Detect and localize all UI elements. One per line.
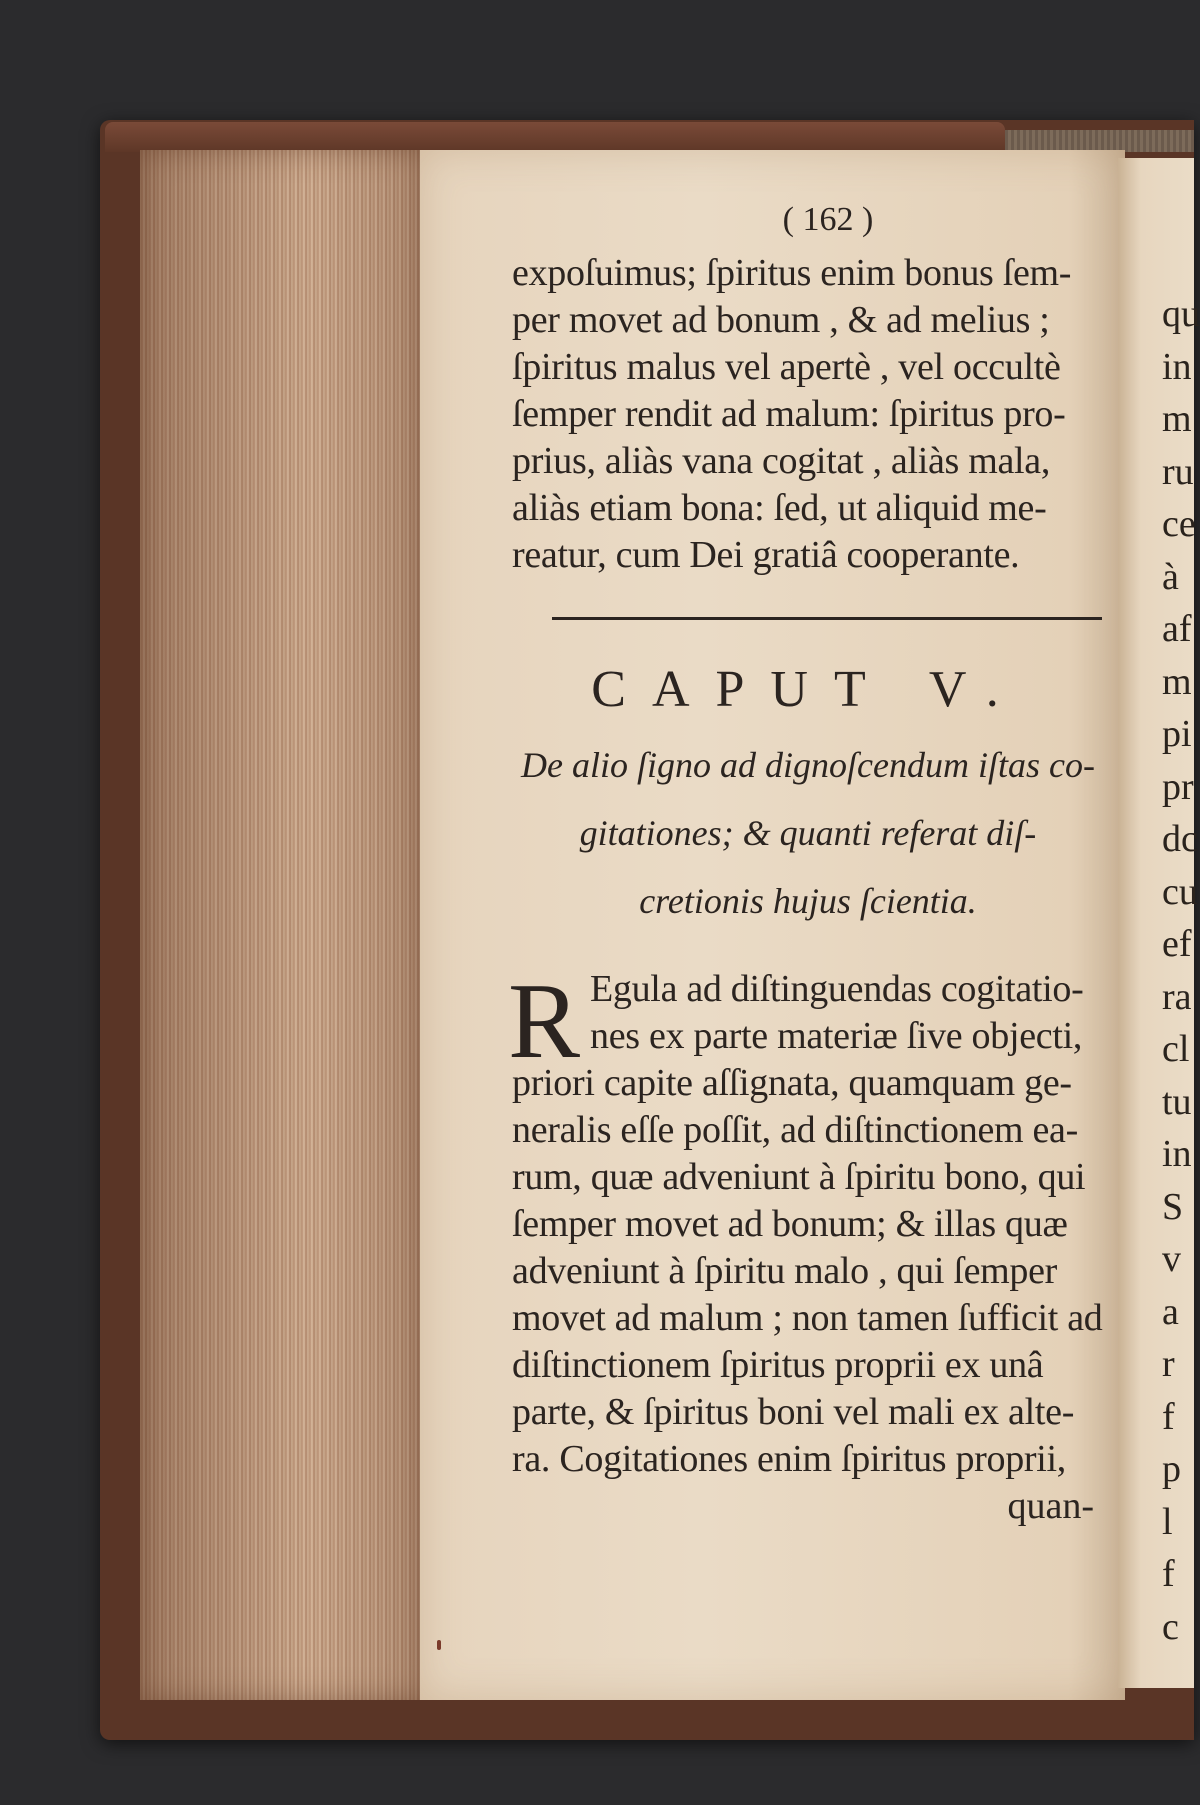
facing-page-fragment: f bbox=[1162, 1553, 1175, 1595]
text-line: prius, aliàs vana cogitat , aliàs mala, bbox=[512, 440, 1051, 482]
section-divider bbox=[552, 617, 1102, 620]
facing-page-fragment: af bbox=[1162, 608, 1192, 650]
facing-page-fragment: pr bbox=[1162, 765, 1194, 808]
drop-capital: R bbox=[508, 962, 581, 1081]
text-line: ſemper movet ad bonum; & illas quæ bbox=[512, 1203, 1068, 1245]
page-edges bbox=[140, 150, 422, 1700]
text-line: expoſuimus; ſpiritus enim bonus ſem- bbox=[512, 252, 1072, 294]
text-line: ſemper rendit ad malum: ſpiritus pro- bbox=[512, 393, 1066, 435]
text-line: ſpiritus malus vel apertè , vel occultè bbox=[512, 346, 1061, 388]
text-line: reatur, cum Dei gratiâ cooperante. bbox=[512, 534, 1020, 576]
text-line: Egula ad diſtinguendas cogitatio- bbox=[590, 968, 1084, 1010]
facing-page-fragment: cl bbox=[1162, 1028, 1190, 1070]
facing-page-fragment: tu bbox=[1162, 1080, 1192, 1123]
chapter-heading: CAPUT V. bbox=[591, 661, 1025, 718]
text-line: ra. Cogitationes enim ſpiritus proprii, bbox=[512, 1438, 1066, 1480]
text-line: aliàs etiam bona: ſed, ut aliquid me- bbox=[512, 487, 1047, 529]
spine-band bbox=[1005, 130, 1194, 152]
facing-page-fragment: ef bbox=[1162, 923, 1192, 965]
facing-page-fragment: cu bbox=[1162, 870, 1198, 913]
page-content bbox=[508, 200, 1104, 1530]
subtitle-line: cretionis hujus ſcientia. bbox=[639, 881, 977, 921]
facing-page-fragment: m bbox=[1162, 660, 1192, 703]
chapter-subtitle bbox=[512, 742, 1104, 924]
text-line: diſtinctionem ſpiritus proprii ex unâ bbox=[512, 1344, 1044, 1386]
text-line: per movet ad bonum , & ad melius ; bbox=[512, 299, 1050, 341]
text-line: neralis eſſe poſſit, ad diſtinctionem ea- bbox=[512, 1109, 1078, 1151]
facing-page-fragment: ru bbox=[1162, 450, 1194, 493]
facing-page bbox=[1118, 158, 1200, 1688]
facing-page-fragment: r bbox=[1162, 1343, 1175, 1385]
body-paragraph bbox=[508, 962, 1104, 1530]
text-line: nes ex parte materiæ ſive objecti, bbox=[590, 1015, 1083, 1057]
text-line: movet ad malum ; non tamen ſufficit ad bbox=[512, 1297, 1103, 1339]
book-top-edge bbox=[105, 122, 1005, 152]
facing-page-fragment: in bbox=[1162, 345, 1192, 388]
facing-page-fragment: l bbox=[1162, 1500, 1173, 1543]
page-number: ( 162 ) bbox=[782, 201, 874, 238]
facing-page-fragment: à bbox=[1162, 555, 1179, 598]
facing-page-fragment: f bbox=[1162, 1395, 1175, 1438]
facing-page-fragment: ce bbox=[1162, 503, 1196, 545]
catchword: quan- bbox=[1007, 1485, 1094, 1527]
subtitle-line: gitationes; & quanti referat diſ- bbox=[579, 813, 1037, 853]
facing-page-fragment: c bbox=[1162, 1605, 1179, 1648]
facing-page-fragment: qu bbox=[1162, 293, 1200, 335]
text-line: priori capite aſſignata, quamquam ge- bbox=[512, 1062, 1072, 1104]
page-mark bbox=[437, 1640, 441, 1650]
facing-page-fragment: in bbox=[1162, 1133, 1192, 1175]
facing-page-fragment: ra bbox=[1162, 975, 1192, 1018]
intro-paragraph bbox=[512, 250, 1104, 579]
facing-page-fragment: S bbox=[1162, 1185, 1184, 1228]
facing-page-fragment: m bbox=[1162, 398, 1192, 440]
text-line: rum, quæ adveniunt à ſpiritu bono, qui bbox=[512, 1156, 1086, 1198]
subtitle-line: De alio ſigno ad dignoſcendum iſtas co- bbox=[521, 745, 1095, 785]
facing-page-fragment: a bbox=[1162, 1290, 1179, 1333]
text-line: adveniunt à ſpiritu malo , qui ſemper bbox=[512, 1250, 1058, 1292]
facing-page-text bbox=[1118, 158, 1200, 1653]
facing-page-fragment: p bbox=[1162, 1448, 1181, 1490]
text-line: parte, & ſpiritus boni vel mali ex alte- bbox=[512, 1391, 1075, 1433]
facing-page-fragment: dc bbox=[1162, 818, 1198, 860]
facing-page-fragment: pi bbox=[1162, 713, 1192, 755]
facing-page-fragment: v bbox=[1162, 1238, 1181, 1280]
